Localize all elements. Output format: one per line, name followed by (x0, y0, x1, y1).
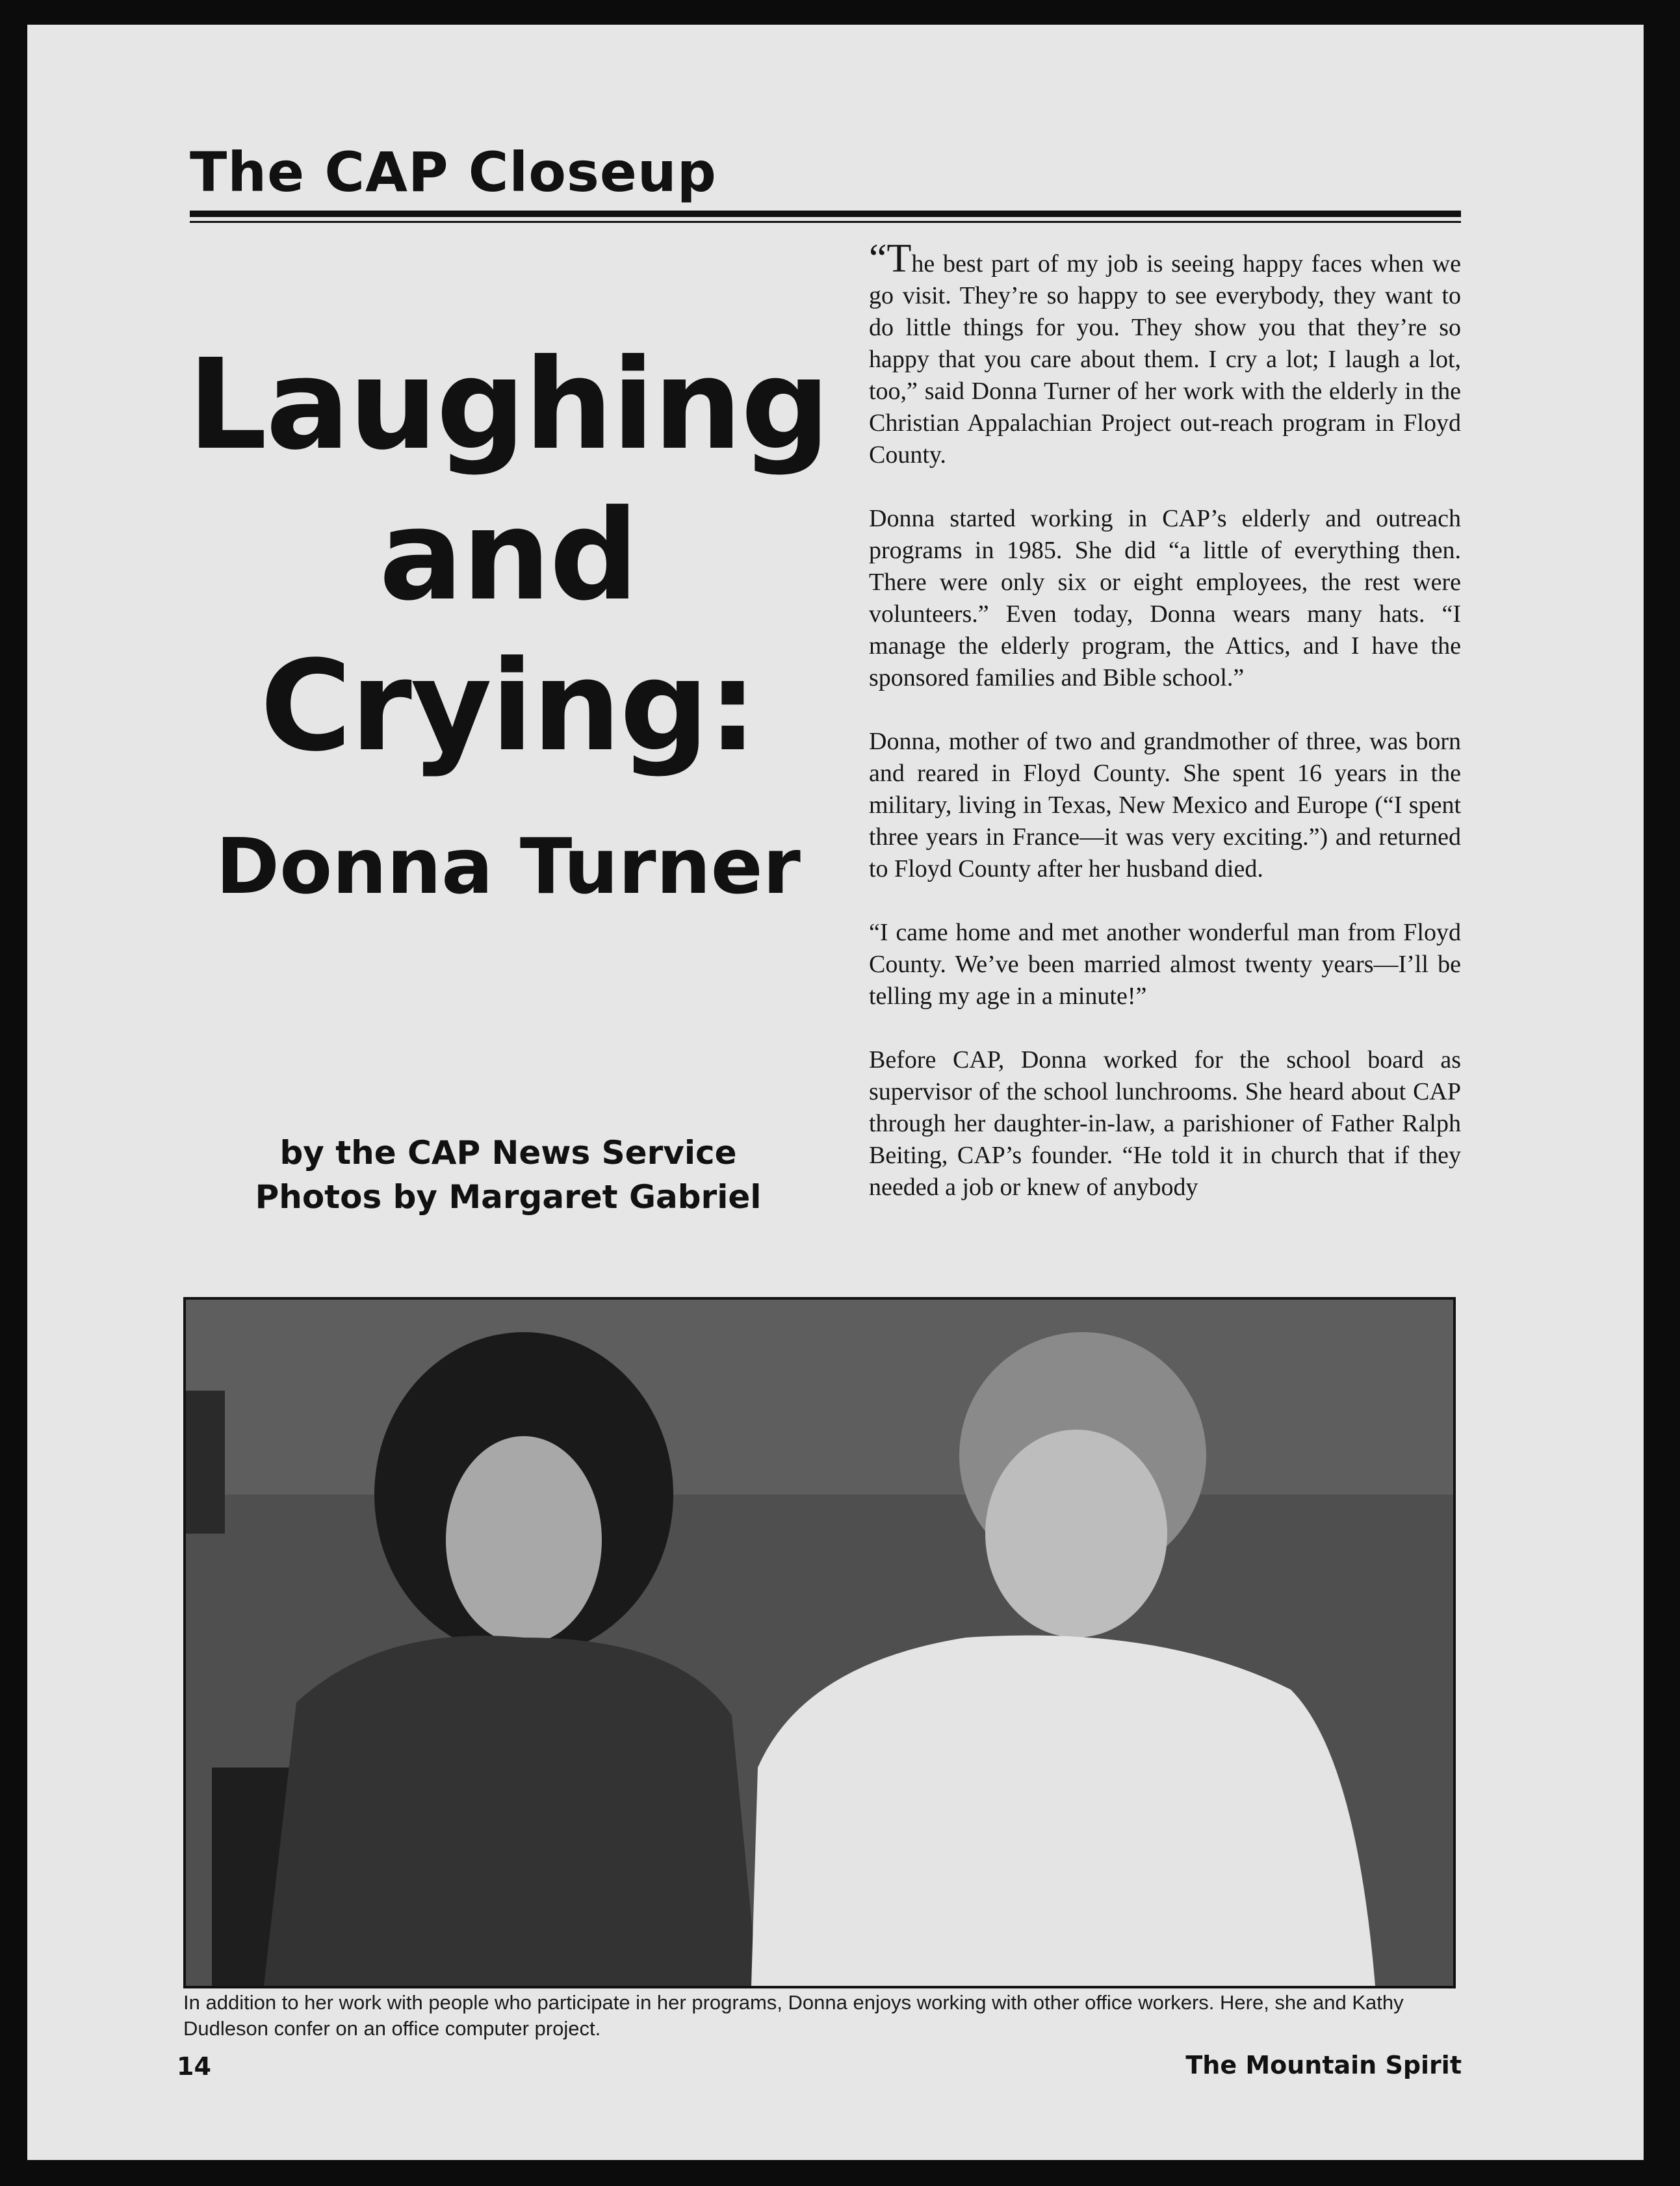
publication-name: The Mountain Spirit (1185, 2051, 1462, 2079)
article-paragraph: Before CAP, Donna worked for the school board as supervisor of the school lunchrooms. She heard about CAP through her daughter-in-law, a parishioner of Father Ralph Beiting, CAP’s founder. “He told it in church that if they needed a job or knew of anybody (869, 1046, 1461, 1201)
headline (157, 330, 859, 782)
headline-line-3: Crying: (260, 634, 756, 779)
section-title: The CAP Closeup (190, 140, 717, 204)
article-paragraph: Donna started working in CAP’s elderly and outreach programs in 1985. She did “a little of everything then. There were only six or eight employees, the rest were volunteers.” Even today, Donna wears many hats. “I manage the elderly program, the Attics, and I have the sponsored families and Bible school.” (869, 505, 1461, 691)
byline-photos: Photos by Margaret Gabriel (255, 1178, 762, 1216)
photo-illustration (186, 1300, 1453, 1986)
section-rule-thick (190, 211, 1461, 217)
article-body (869, 237, 1461, 1203)
byline-author: by the CAP News Service (279, 1134, 737, 1172)
page-number: 14 (177, 2052, 211, 2081)
headline-line-2: and (379, 483, 638, 628)
lead-initial: “T (869, 237, 912, 281)
headline-subject: Donna Turner (216, 821, 801, 911)
article-paragraph: Donna, mother of two and grandmother of three, was born and reared in Floyd County. She spent 16 years in the military, living in Texas, New Mexico and Europe (“I spent three years in France—it was very exciting.”) and returned to Floyd County after her husband died. (869, 728, 1461, 882)
section-rule-thin (190, 221, 1461, 223)
byline (183, 1131, 833, 1219)
headline-line-1: Laughing (187, 333, 829, 478)
photo-caption: In addition to her work with people who participate in her programs, Donna enjoys working with other office workers. Here, she and Kathy Dudleson confer on an office computer project. (183, 1991, 1404, 2040)
article-lead-paragraph (869, 237, 1461, 471)
magazine-page (27, 25, 1644, 2160)
article-paragraph: “I came home and met another wonderful man from Floyd County. We’ve been married almost twenty years—I’ll be telling my age in a minute!” (869, 919, 1461, 1010)
lead-text: he best part of my job is seeing happy faces when we go visit. They’re so happy to see everybody, they want to do little things for you. They show you that they’re so happy that you care about them. I cry a lot; I laugh a lot, too,” said Donna Turner of her work with the elderly in the Christian Appalachian Project out-reach program in Floyd County. (869, 250, 1461, 469)
article-photo (183, 1297, 1456, 1988)
